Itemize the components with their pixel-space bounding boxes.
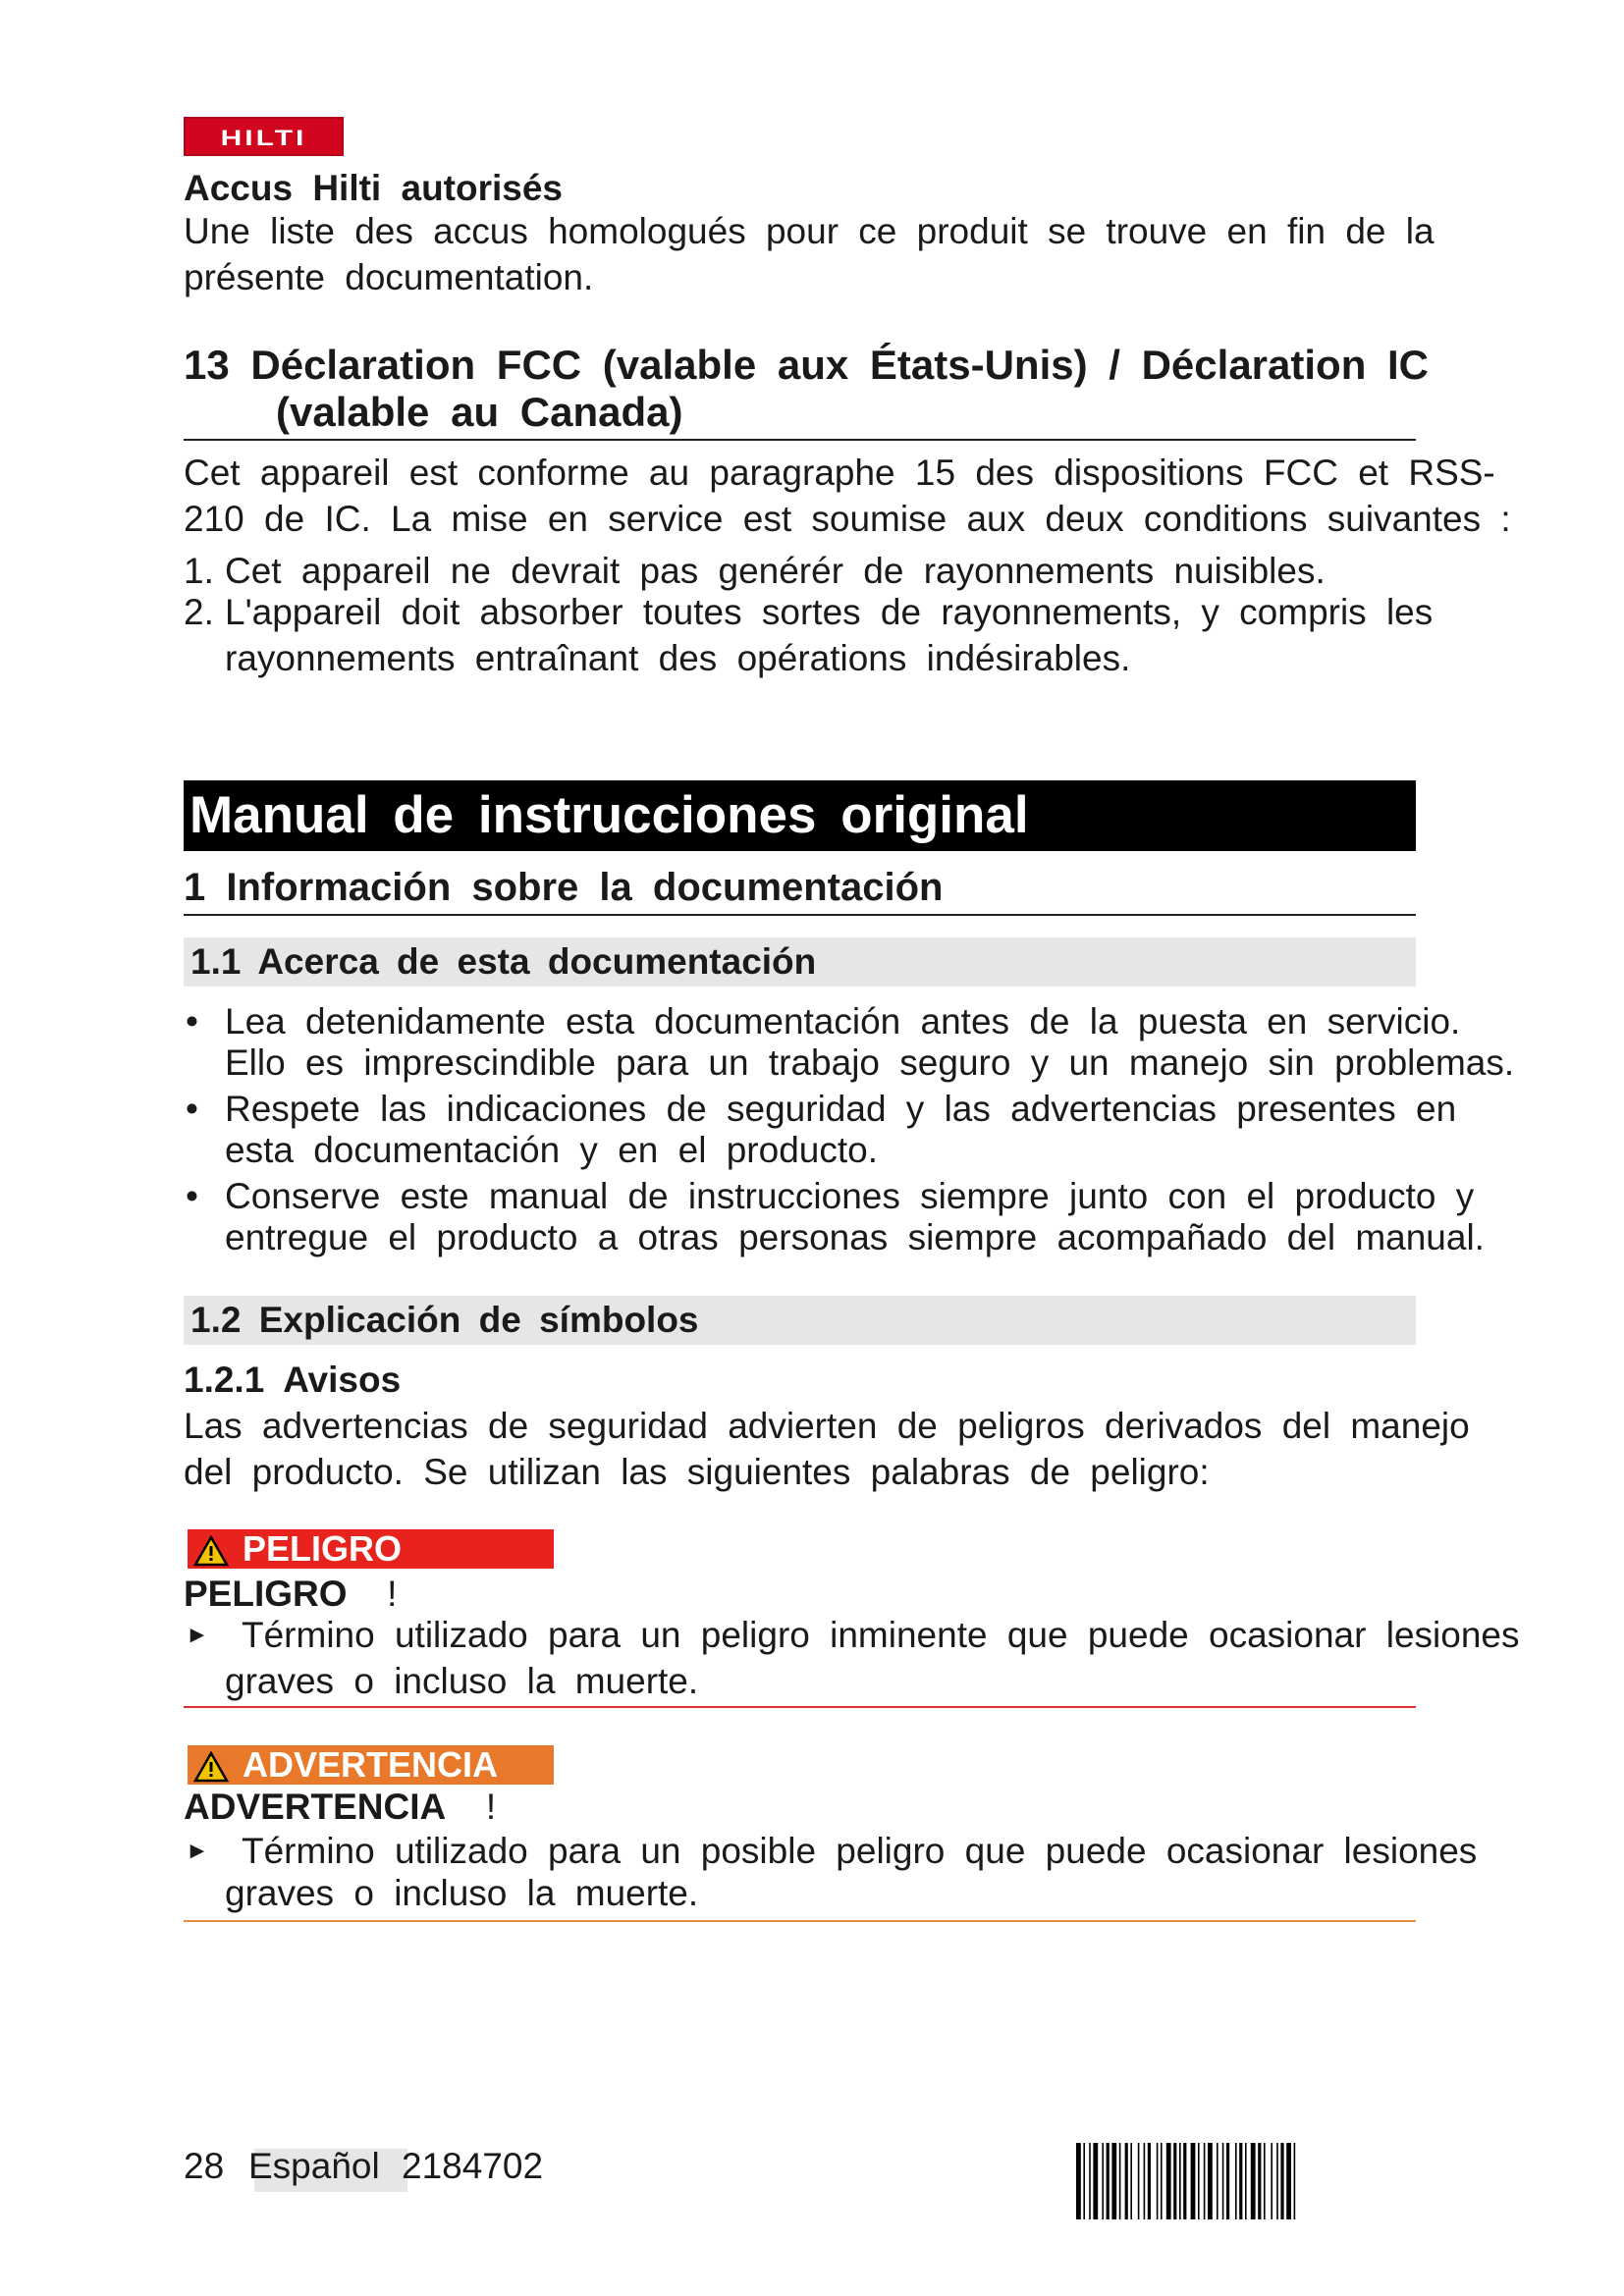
fcc-list-item-2-line2: rayonnements entraînant des opérations indésirables. — [225, 638, 1131, 678]
fcc-list-num-1: 1. — [184, 551, 214, 591]
bullet-1-line2: Ello es imprescindible para un trabajo seguro y un manejo sin problemas. — [225, 1042, 1515, 1083]
footer-language: Español — [248, 2146, 380, 2186]
warning-signal-bar — [188, 1745, 554, 1785]
warning-triangle-icon — [193, 1751, 229, 1783]
warning-term: ADVERTENCIA ! — [184, 1787, 497, 1827]
section-1-2-1-line2: del producto. Se utilizan las siguientes palabras de peligro: — [184, 1452, 1210, 1492]
batteries-text-line1: Une liste des accus homologués pour ce produit se trouve en fin de la — [184, 211, 1435, 251]
warning-arrow-icon: ► — [186, 1838, 209, 1864]
fcc-heading-rule — [184, 439, 1416, 441]
hilti-logo: HILTI — [184, 117, 344, 156]
section-1-1-title: 1.1 Acerca de esta documentación — [184, 937, 1416, 987]
warning-rule — [184, 1920, 1416, 1922]
fcc-para-line1: Cet appareil est conforme au paragraphe 15 des dispositions FCC et RSS- — [184, 453, 1495, 493]
bullet-1-line1: Lea detenidamente esta documentación antes de la puesta en servicio. — [225, 1001, 1461, 1041]
bullet-dot-1: • — [186, 1001, 198, 1041]
fcc-list-num-2: 2. — [184, 592, 214, 632]
bullet-3-line1: Conserve este manual de instrucciones siempre junto con el producto y — [225, 1176, 1475, 1216]
fcc-list-item-2-line1: L'appareil doit absorber toutes sortes de rayonnements, y compris les — [225, 592, 1434, 632]
section-1-2-title: 1.2 Explicación de símbolos — [184, 1296, 1416, 1345]
footer-doc-number: 2184702 — [402, 2146, 544, 2186]
warning-line2: graves o incluso la muerte. — [225, 1873, 699, 1913]
warning-line1: Término utilizado para un posible peligro que puede ocasionar lesiones — [242, 1831, 1478, 1871]
manual-title-bar: Manual de instrucciones original — [184, 780, 1416, 851]
fcc-list-item-1: Cet appareil ne devrait pas genérér de rayonnements nuisibles. — [225, 551, 1326, 591]
danger-line2: graves o incluso la muerte. — [225, 1661, 699, 1701]
danger-arrow-icon: ► — [186, 1622, 209, 1648]
section-1-rule — [184, 914, 1416, 916]
warning-signal-label: ADVERTENCIA — [243, 1744, 499, 1785]
bullet-dot-3: • — [186, 1176, 198, 1216]
batteries-heading: Accus Hilti autorisés — [184, 168, 564, 208]
danger-term: PELIGRO ! — [184, 1574, 398, 1614]
bullet-dot-2: • — [186, 1089, 198, 1129]
fcc-heading-line2: (valable au Canada) — [276, 389, 683, 435]
section-1-title: 1 Información sobre la documentación — [184, 866, 944, 909]
bullet-2-line1: Respete las indicaciones de seguridad y las advertencias presentes en — [225, 1089, 1457, 1129]
barcode — [1076, 2143, 1415, 2219]
warning-triangle-icon — [193, 1535, 229, 1567]
footer-page-number: 28 — [184, 2146, 225, 2186]
danger-rule — [184, 1706, 1416, 1708]
fcc-heading-line1: 13 Déclaration FCC (valable aux États-Unis) / Déclaration IC — [184, 342, 1430, 388]
bullet-3-line2: entregue el producto a otras personas siempre acompañado del manual. — [225, 1217, 1485, 1257]
danger-signal-label: PELIGRO — [243, 1528, 403, 1569]
batteries-text-line2: présente documentation. — [184, 257, 594, 297]
danger-signal-bar — [188, 1529, 554, 1569]
danger-line1: Término utilizado para un peligro inminente que puede ocasionar lesiones — [242, 1615, 1520, 1655]
fcc-para-line2: 210 de IC. La mise en service est soumise aux deux conditions suivantes : — [184, 499, 1511, 539]
bullet-2-line2: esta documentación y en el producto. — [225, 1130, 878, 1170]
section-1-2-1-line1: Las advertencias de seguridad advierten de peligros derivados del manejo — [184, 1406, 1470, 1446]
section-1-2-1-title: 1.2.1 Avisos — [184, 1360, 402, 1400]
